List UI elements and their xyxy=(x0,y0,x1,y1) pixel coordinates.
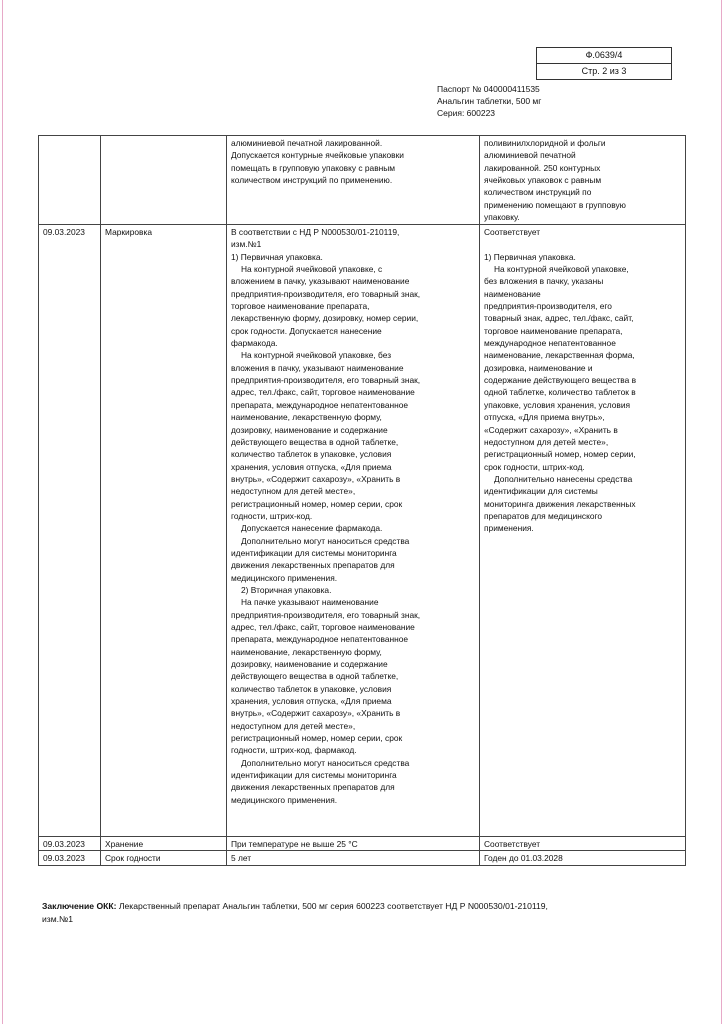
text-line: срок годности, штрих-код. xyxy=(484,461,585,472)
text-line: мониторинга движения лекарственных xyxy=(484,498,636,509)
text-line: На контурной ячейковой упаковке, с xyxy=(241,264,383,275)
text-line: препаратов для медицинского xyxy=(484,510,603,521)
text-line: наименование, лекарственную форму, xyxy=(231,646,382,657)
text-line: количество таблеток в упаковке, условия xyxy=(231,449,392,460)
text-line: наименование, лекарственная форма, xyxy=(484,350,635,361)
text-line: одной таблетке, количество таблеток в xyxy=(484,387,636,398)
passport-header xyxy=(437,83,541,119)
series-number: Серия: 600223 xyxy=(437,108,496,118)
passport-number: Паспорт № 040000411535 xyxy=(437,84,540,94)
text-line: адрес, тел./факс, сайт, торговое наименование xyxy=(231,387,415,398)
table-row-continuation xyxy=(39,136,686,225)
text-line: годности, штрих-код, фармакод. xyxy=(231,745,357,756)
text-line: 1) Первичная упаковка. xyxy=(484,251,576,262)
text-line: Дополнительно могут наноситься средства xyxy=(241,535,410,546)
text-line: На пачке указывают наименование xyxy=(241,597,379,608)
requirement-cell: 5 лет xyxy=(227,851,480,865)
text-line: недоступном для детей месте», xyxy=(231,486,356,497)
text-line: вложения в пачку, указывают наименование xyxy=(231,362,404,373)
requirement-cell: При температуре не выше 25 °С xyxy=(227,837,480,851)
text-line: вложением в пачку, указывают наименование xyxy=(231,276,410,287)
text-line: количество таблеток в упаковке, условия xyxy=(231,683,392,694)
table-row-storage xyxy=(39,837,686,851)
page-edge-right xyxy=(721,0,722,1024)
requirement-cell xyxy=(227,225,480,837)
text-line: внутрь», «Содержит сахарозу», «Хранить в xyxy=(231,708,401,719)
text-line: предприятия-производителя, его товарный знак, xyxy=(231,609,421,620)
conclusion xyxy=(42,900,662,925)
table-row-shelf-life xyxy=(39,851,686,865)
text-line: отпуска, «Для приема внутрь», xyxy=(484,412,605,423)
text-line: предприятия-производителя, его товарный знак, xyxy=(231,375,421,386)
page-info: Стр. 2 из 3 xyxy=(537,63,671,79)
table-row-marking xyxy=(39,225,686,837)
text-line: действующего вещества в одной таблетке, xyxy=(231,671,399,682)
text-line: фармакода. xyxy=(231,338,278,349)
text-line: предприятия-производителя, его xyxy=(484,301,612,312)
text-line: применения. xyxy=(484,523,534,534)
conclusion-label: Заключение ОКК: xyxy=(42,901,117,911)
text-line: препарата, международное непатентованное xyxy=(231,399,409,410)
date-cell: 09.03.2023 xyxy=(39,225,101,837)
text-line: недоступном для детей месте», xyxy=(484,436,609,447)
text-line: годности, штрих-код. xyxy=(231,510,313,521)
text-line: товарный знак, адрес, тел./факс, сайт, xyxy=(484,313,634,324)
text-line: дозировка, наименование и xyxy=(484,362,593,373)
text-line: 1) Первичная упаковка. xyxy=(231,251,323,262)
text-line: внутрь», «Содержит сахарозу», «Хранить в xyxy=(231,473,401,484)
text-line: дозировку, наименование и содержание xyxy=(231,659,388,670)
requirement-cell xyxy=(227,136,480,225)
text-line: применению помещают в групповую xyxy=(484,199,626,210)
form-code: Ф.0639/4 xyxy=(585,50,623,60)
text-line: изм.№1 xyxy=(231,239,262,250)
date-cell: 09.03.2023 xyxy=(39,837,101,851)
conclusion-text: Лекарственный препарат Анальгин таблетки, 500 мг серия 600223 соответствует НД Р N000530/01-210119, xyxy=(116,901,548,911)
date-cell xyxy=(39,136,101,225)
text-line: предприятия-производителя, его товарный знак, xyxy=(231,288,421,299)
text-line: содержание действующего вещества в xyxy=(484,375,637,386)
text-line: наименование xyxy=(484,288,541,299)
text-line: срок годности. Допускается нанесение xyxy=(231,325,382,336)
text-line: препарата, международное непатентованное xyxy=(231,634,409,645)
text-line: В соответствии с НД Р N000530/01-210119, xyxy=(231,227,400,237)
product-name: Анальгин таблетки, 500 мг xyxy=(437,96,542,106)
text-line: движения лекарственных препаратов для xyxy=(231,560,395,571)
text-line: регистрационный номер, номер серии, срок xyxy=(231,733,403,744)
date-cell: 09.03.2023 xyxy=(39,851,101,865)
text-line: идентификации для системы xyxy=(484,486,598,497)
text-line: дозировку, наименование и содержание xyxy=(231,424,388,435)
text-line: адрес, тел./факс, сайт, торговое наименование xyxy=(231,622,415,632)
text-line: Дополнительно могут наноситься средства xyxy=(241,757,410,768)
text-line: хранения, условия отпуска, «Для приема xyxy=(231,696,392,707)
text-line: без вложения в пачку, указаны xyxy=(484,276,604,287)
text-line: Допускается контурные ячейковые упаковки xyxy=(231,150,404,161)
result-cell: Соответствует xyxy=(480,837,686,851)
result-cell xyxy=(480,225,686,837)
text-line: 2) Вторичная упаковка. xyxy=(241,584,332,595)
text-line: Соответствует xyxy=(484,227,541,237)
text-line: лакированной. 250 контурных xyxy=(484,162,601,173)
indicator-cell: Маркировка xyxy=(101,225,227,837)
text-line: торговое наименование препарата, xyxy=(231,301,370,312)
text-line: недоступном для детей месте», xyxy=(231,720,356,731)
indicator-cell xyxy=(101,136,227,225)
text-line: наименование, лекарственную форму, xyxy=(231,412,382,423)
analysis-table xyxy=(38,135,686,866)
text-line: Допускается нанесение фармакода. xyxy=(241,523,383,534)
text-line: идентификации для системы мониторинга xyxy=(231,547,397,558)
indicator-cell: Хранение xyxy=(101,837,227,851)
text-line: лекарственную форму, дозировку, номер серии, xyxy=(231,313,419,324)
result-cell: Годен до 01.03.2028 xyxy=(480,851,686,865)
text-line: упаковке, условия хранения, условия xyxy=(484,399,631,410)
text-line: движения лекарственных препаратов для xyxy=(231,782,395,793)
conclusion-text-line2: изм.№1 xyxy=(42,913,74,924)
text-line: упаковку. xyxy=(484,212,520,223)
text-line: медицинского применения. xyxy=(231,572,338,583)
text-line: На контурной ячейковой упаковке, xyxy=(494,264,629,275)
text-line: медицинского применения. xyxy=(231,794,338,805)
indicator-cell: Срок годности xyxy=(101,851,227,865)
text-line: Дополнительно нанесены средства xyxy=(494,473,633,484)
text-line: регистрационный номер, номер серии, xyxy=(484,449,636,460)
text-line: международное непатентованное xyxy=(484,338,616,349)
page-edge-left xyxy=(2,0,3,1024)
text-line: алюминиевой печатной xyxy=(484,150,576,161)
result-cell xyxy=(480,136,686,225)
text-line: регистрационный номер, номер серии, срок xyxy=(231,498,403,509)
text-line: торговое наименование препарата, xyxy=(484,325,623,336)
text-line: идентификации для системы мониторинга xyxy=(231,770,397,781)
text-line: помещать в групповую упаковку с равным xyxy=(231,162,396,173)
text-line: алюминиевой печатной лакированной. xyxy=(231,138,383,148)
text-line: На контурной ячейковой упаковке, без xyxy=(241,350,392,361)
text-line: ячейковых упаковок с равным xyxy=(484,175,602,186)
text-line: хранения, условия отпуска, «Для приема xyxy=(231,461,392,472)
text-line xyxy=(484,238,681,250)
text-line: поливинилхлоридной и фольги xyxy=(484,138,606,148)
form-code-box xyxy=(536,47,672,80)
text-line: «Содержит сахарозу», «Хранить в xyxy=(484,424,618,435)
text-line: действующего вещества в одной таблетке, xyxy=(231,436,399,447)
text-line: количеством инструкций по xyxy=(484,187,592,198)
text-line: количеством инструкций по применению. xyxy=(231,175,393,186)
